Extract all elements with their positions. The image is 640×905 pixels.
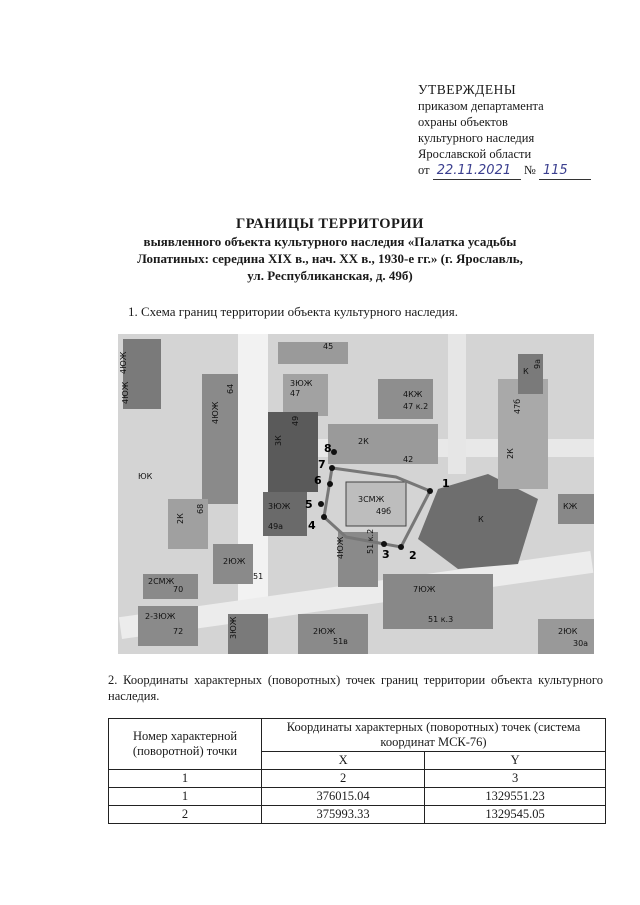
approval-line: охраны объектов [418,115,508,129]
map-label: 51в [333,637,348,646]
boundary-point-label: 4 [308,519,316,532]
boundary-point-label: 5 [305,498,313,511]
map-label: 2ЮЖ [223,557,246,566]
map-label: 2К [176,513,185,524]
map-label: К [478,515,484,524]
table-cell: 1 [109,770,262,788]
table-cell: 376015.04 [262,788,425,806]
section-2-heading: 2. Координаты характерных (поворотных) точек границ территории объекта культурного наследия. [108,673,603,703]
map-label: 51 [253,572,264,581]
boundary-point-label: 1 [442,477,450,490]
from-label: от [418,163,430,177]
table-row [109,770,606,788]
table-row [109,806,606,824]
boundary-point [318,501,324,507]
table-cell: 1 [109,788,262,806]
boundary-point-label: 7 [318,458,326,471]
map-label: 3ЮЖ [229,616,238,639]
approval-line: приказом департамента [418,99,544,113]
boundary-point [381,541,387,547]
title-main: ГРАНИЦЫ ТЕРРИТОРИИ [236,216,424,232]
map-label: 9а [533,359,542,369]
boundary-point-label: 8 [324,442,332,455]
map-label: ЮК [138,472,153,481]
map-label: 4ЮЖ [121,381,130,404]
table-cell: 1329545.05 [425,806,606,824]
map-label: 70 [173,585,184,594]
map-label: 2-3ЮЖ [145,612,176,621]
boundary-point-label: 3 [382,548,390,561]
approval-heading: УТВЕРЖДЕНЫ [418,82,517,97]
map-label: 47 к.2 [403,402,429,411]
table-cell: 375993.33 [262,806,425,824]
map-label: 4ЮЖ [119,351,128,374]
section-1-heading: 1. Схема границ территории объекта культурного наследия. [128,304,458,319]
map-label: 30а [573,639,589,648]
approval-line: Ярославской области [418,147,532,161]
boundary-point-label: 2 [409,549,417,562]
col-y: Y [425,752,606,770]
map-label: 2ЮЖ [313,627,336,636]
boundary-point [331,449,337,455]
map-label: 4ЮЖ [211,401,220,424]
territory-map [118,334,594,654]
map-label: 42 [403,455,414,464]
boundary-point [327,481,333,487]
table-row [109,788,606,806]
title-sub-1: выявленного объекта культурного наследия «Палатка усадьбы [143,234,517,249]
table-cell: 1329551.23 [425,788,606,806]
map-label: 47б [513,398,522,414]
map-label: 68 [196,503,205,514]
table-cell: 2 [262,770,425,788]
map-label: 49б [376,507,392,516]
coordinates-table [108,718,606,824]
title-sub-2: Лопатиных: середина XIX в., нач. XX в., 1930-е гг.» (г. Ярославль, [137,251,523,266]
map-label: 47 [290,389,301,398]
title-sub-3: ул. Республиканская, д. 49б) [247,268,413,283]
map-label: 45 [323,342,334,351]
map-label: К [523,367,529,376]
map-label: 2К [358,437,369,446]
map-label: 4ЮЖ [336,536,345,559]
map-label: 3ЮЖ [290,379,313,388]
map-label: 49а [268,522,284,531]
boundary-point [398,544,404,550]
table-cell: 2 [109,806,262,824]
map-label: 51 к.2 [366,528,375,554]
map-label: 4КЖ [403,390,423,399]
boundary-point [427,488,433,494]
approval-number: 115 [539,163,591,180]
approval-block [418,82,591,180]
col-x: X [262,752,425,770]
map-label: 3К [274,435,283,446]
map-label: 2СМЖ [148,577,175,586]
boundary-point [321,514,327,520]
document-title [95,216,565,284]
approval-date-line [418,162,591,180]
map-label: 64 [226,383,235,394]
map-label: 2ЮК [558,627,578,636]
boundary-point [329,465,335,471]
map-label: 3СМЖ [358,495,385,504]
approval-date: 22.11.2021 [433,163,521,180]
approval-line: культурного наследия [418,131,535,145]
map-svg [118,334,594,654]
number-label: № [523,163,536,177]
map-label: КЖ [563,502,578,511]
map-label: 7ЮЖ [413,585,436,594]
col-coordinates: Координаты характерных (поворотных) точек (система координат МСК-76) [262,719,606,752]
map-label: 72 [173,627,184,636]
map-label: 3ЮЖ [268,502,291,511]
table-cell: 3 [425,770,606,788]
map-label: 49 [291,415,300,426]
map-label: 2К [506,448,515,459]
map-label: 51 к.3 [428,615,454,624]
col-point-number: Номер характерной (поворотной) точки [109,719,262,770]
boundary-point-label: 6 [314,474,322,487]
